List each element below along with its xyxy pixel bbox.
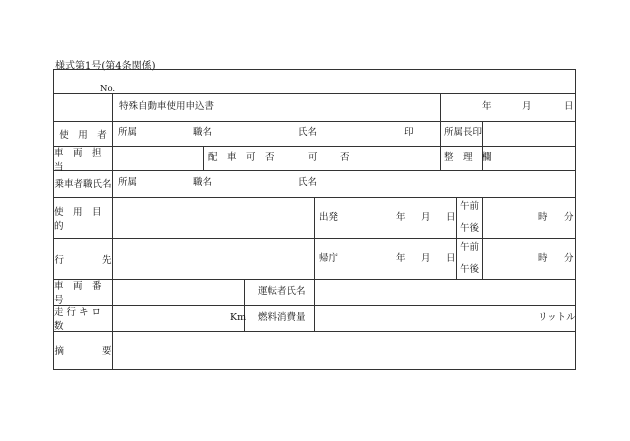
departure-year: 年 (396, 212, 406, 223)
departure-am: 午前 (460, 201, 480, 212)
return-month: 月 (421, 253, 431, 264)
user-affiliation-label: 所属 (118, 127, 138, 138)
form-title: 特殊自動車使用申込書 (119, 101, 215, 112)
col-line (440, 146, 441, 170)
return-day: 日 (446, 253, 456, 264)
row-line (54, 331, 575, 332)
col-line (314, 197, 315, 279)
row-line (54, 146, 575, 147)
fuel-consumption-label: 燃料消費量 (258, 312, 306, 323)
return-hour: 時 (538, 253, 548, 264)
no-label: No. (100, 84, 116, 94)
date-year: 年 (482, 101, 492, 112)
departure-label: 出発 (319, 212, 339, 223)
mileage-label: 走 行 キ ロ 数 (54, 307, 102, 332)
departure-day: 日 (446, 212, 456, 223)
return-label: 帰庁 (319, 253, 339, 264)
label-column-line (112, 93, 113, 370)
km-unit: Km (230, 312, 247, 323)
col-line (203, 146, 204, 170)
control-column-label: 整 理 欄 (444, 152, 492, 163)
return-minute: 分 (564, 253, 574, 264)
col-line (482, 121, 483, 146)
seal-mark: 印 (404, 127, 414, 138)
col-line (440, 121, 441, 146)
liter-unit: リットル (538, 312, 576, 323)
vehicle-officer-label: 車 両 担 当 (54, 148, 112, 173)
chief-seal-label: 所属長印 (444, 127, 483, 138)
user-name-label: 氏名 (298, 127, 318, 138)
date-month: 月 (522, 101, 532, 112)
dispatch-label: 配 車 可 否 (208, 152, 275, 163)
return-year: 年 (396, 253, 406, 264)
vehicle-number-label: 車 両 番 号 (54, 281, 112, 306)
col-line (440, 93, 441, 121)
departure-minute: 分 (564, 212, 574, 223)
return-am: 午前 (460, 242, 480, 253)
passengers-name-label: 氏名 (298, 177, 318, 188)
purpose-label: 使 用 目 的 (54, 207, 112, 232)
col-line (456, 197, 457, 279)
form-number-label: 様式第1号(第4条関係) (55, 61, 156, 72)
remarks-label: 摘 要 (54, 346, 112, 357)
dispatch-no: 否 (340, 152, 350, 163)
passengers-affiliation-label: 所属 (118, 177, 138, 188)
destination-label: 行 先 (54, 255, 112, 266)
departure-hour: 時 (538, 212, 548, 223)
application-form (53, 69, 576, 370)
col-line (314, 279, 315, 331)
passengers-label: 乗車者職氏名 (54, 179, 112, 190)
driver-name-label: 運転者氏名 (258, 286, 306, 297)
row-line (54, 121, 575, 122)
user-label: 使 用 者 (59, 130, 107, 141)
departure-month: 月 (421, 212, 431, 223)
passengers-position-label: 職名 (193, 177, 213, 188)
user-position-label: 職名 (193, 127, 213, 138)
departure-pm: 午後 (460, 223, 480, 234)
date-day: 日 (564, 101, 574, 112)
row-line (54, 93, 575, 94)
dispatch-yes: 可 (308, 152, 318, 163)
col-line (482, 197, 483, 279)
return-pm: 午後 (460, 264, 480, 275)
row-line (54, 170, 575, 171)
